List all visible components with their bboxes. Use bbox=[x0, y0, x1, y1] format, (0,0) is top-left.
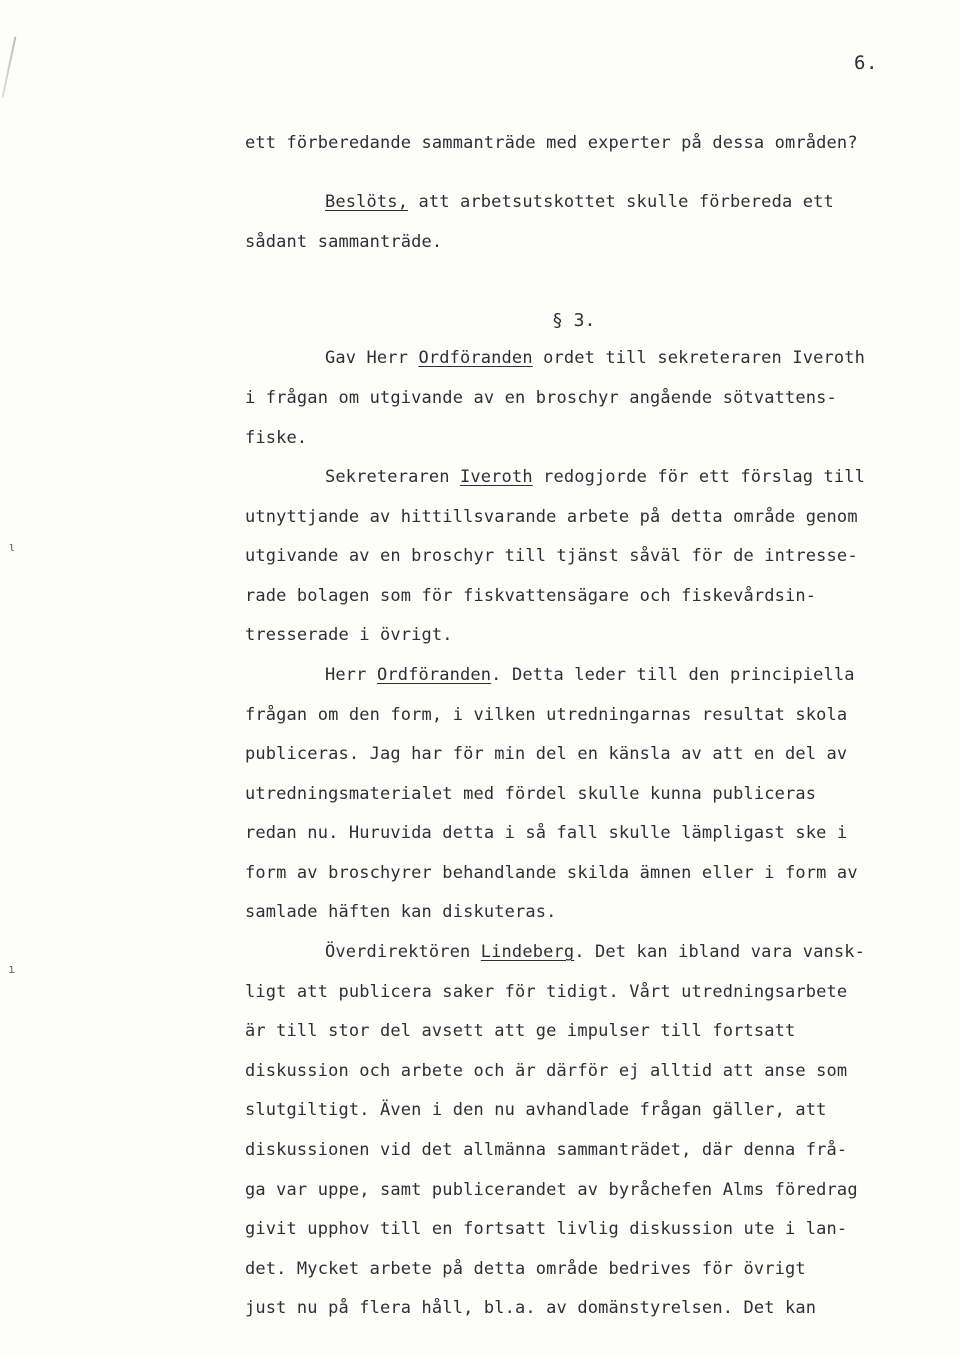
section-heading: § 3. bbox=[552, 310, 596, 331]
text-line bbox=[245, 625, 453, 645]
underlined-name: Ordföranden bbox=[376, 665, 492, 685]
text-span: utnyttjande av hittillsvarande arbete på detta område genom bbox=[245, 507, 858, 527]
text-line bbox=[245, 1180, 858, 1200]
text-span: publiceras. Jag har för min del en känsla av att en del av bbox=[245, 744, 848, 764]
text-line bbox=[325, 665, 855, 685]
text-span: . Detta leder till den principiella bbox=[491, 665, 855, 685]
text-line bbox=[245, 1061, 847, 1081]
text-line bbox=[245, 428, 307, 448]
underlined-name: Ordföranden bbox=[418, 348, 533, 368]
text-span: rade bolagen som för fiskvattensägare och fiskevårdsin- bbox=[245, 586, 817, 606]
text-span: form av broschyrer behandlande skilda ämnen eller i form av bbox=[245, 863, 858, 883]
margin-mark: ı bbox=[8, 962, 16, 976]
text-line bbox=[245, 388, 837, 408]
text-span: . Det kan ibland vara vansk- bbox=[574, 942, 866, 962]
text-line bbox=[325, 348, 865, 368]
underlined-name: Iveroth bbox=[460, 467, 533, 487]
text-line bbox=[245, 982, 847, 1002]
pencil-mark bbox=[2, 36, 17, 97]
text-line bbox=[325, 192, 834, 212]
text-line bbox=[245, 705, 847, 725]
text-line bbox=[245, 1259, 806, 1279]
text-line bbox=[245, 1219, 847, 1239]
text-line bbox=[245, 784, 816, 804]
text-span: är till stor del avsett att ge impulser till fortsatt bbox=[245, 1021, 796, 1041]
text-span: redogjorde för ett förslag till bbox=[532, 467, 866, 487]
text-span: sådant sammanträde. bbox=[245, 232, 443, 252]
text-span: givit upphov till en fortsatt livlig diskussion ute i lan- bbox=[245, 1219, 848, 1239]
text-line bbox=[245, 1100, 827, 1120]
text-line bbox=[245, 546, 858, 566]
text-line bbox=[245, 1021, 795, 1041]
text-line bbox=[245, 232, 442, 252]
text-span: det. Mycket arbete på detta område bedrives för övrigt bbox=[245, 1259, 806, 1279]
text-span: Sekreteraren bbox=[325, 467, 461, 487]
text-span: i frågan om utgivande av en broschyr angående sötvattens- bbox=[245, 388, 837, 408]
text-span: utgivande av en broschyr till tjänst såväl för de intresse- bbox=[245, 546, 858, 566]
text-span: att arbetsutskottet skulle förbereda ett bbox=[408, 192, 834, 212]
text-line bbox=[245, 586, 816, 606]
text-span: Överdirektören bbox=[325, 942, 481, 962]
text-span: Herr bbox=[325, 665, 377, 685]
text-span: samlade häften kan diskuteras. bbox=[245, 902, 557, 922]
text-line bbox=[325, 942, 865, 962]
text-span: utredningsmaterialet med fördel skulle kunna publiceras bbox=[245, 784, 817, 804]
text-span: just nu på flera håll, bl.a. av domänstyrelsen. Det kan bbox=[245, 1298, 817, 1318]
text-line bbox=[245, 863, 858, 883]
text-span: diskussion och arbete och är därför ej alltid att anse som bbox=[245, 1061, 848, 1081]
text-line bbox=[245, 744, 847, 764]
text-line bbox=[245, 1140, 847, 1160]
page-number: 6. bbox=[854, 52, 878, 74]
text-line bbox=[245, 1298, 816, 1318]
text-span: redan nu. Huruvida detta i så fall skulle lämpligast ske i bbox=[245, 823, 848, 843]
text-line bbox=[325, 467, 865, 487]
text-span: frågan om den form, i vilken utredningarnas resultat skola bbox=[245, 705, 848, 725]
text-span: ligt att publicera saker för tidigt. Vårt utredningsarbete bbox=[245, 982, 848, 1002]
text-line bbox=[245, 133, 858, 153]
text-span: tresserade i övrigt. bbox=[245, 625, 453, 645]
text-span: ga var uppe, samt publicerandet av byråchefen Alms föredrag bbox=[245, 1180, 858, 1200]
text-span: Gav Herr bbox=[325, 348, 419, 368]
text-span: slutgiltigt. Även i den nu avhandlade frågan gäller, att bbox=[245, 1100, 827, 1120]
underlined-name: Beslöts, bbox=[325, 192, 409, 212]
text-line bbox=[245, 902, 557, 922]
margin-mark: ι bbox=[8, 540, 16, 554]
text-line bbox=[245, 507, 858, 527]
text-span: diskussionen vid det allmänna sammanträdet, där denna frå- bbox=[245, 1140, 848, 1160]
underlined-name: Lindeberg bbox=[480, 942, 575, 962]
text-span: ordet till sekreteraren Iveroth bbox=[532, 348, 866, 368]
text-span: fiske. bbox=[245, 428, 308, 448]
text-line bbox=[245, 823, 847, 843]
text-span: ett förberedande sammanträde med experter på dessa områden? bbox=[245, 133, 858, 153]
